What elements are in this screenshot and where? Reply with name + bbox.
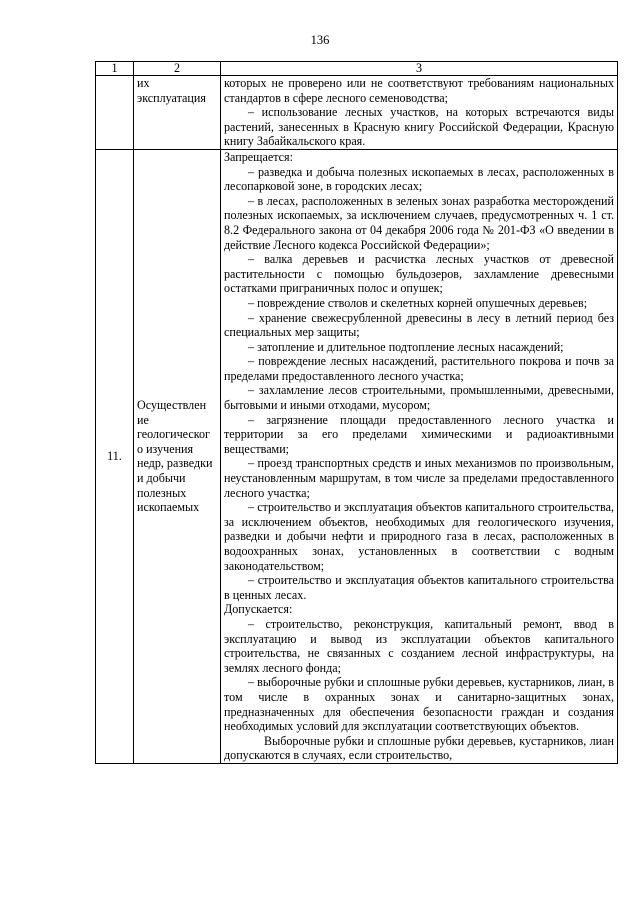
forbidden-heading: Запрещается: [224,149,293,164]
requirement-paragraph: – использование лесных участков, на которых встречаются виды растений, занесенных в Красную книгу Российской Федерации, Красную книгу Забайкальского края. [224,105,614,149]
requirements-cell [221,76,618,150]
table-row-11 [96,149,618,763]
forbidden-item: – затопление и длительное подтопление лесных насаждений; [248,339,564,354]
activity-name-cell [134,76,221,150]
allowed-item: – выборочные рубки и сплошные рубки деревьев, кустарников, лиан, в том числе в охранных зонах и санитарно-защитных зонах, предназначенных для обеспечения безопасности граждан и создания необходимых условий для эксплуатации соответствующих объектов. [224,675,614,734]
allowed-paragraph: Выборочные рубки и сплошные рубки деревьев, кустарников, лиан допускаются в случаях, если строительство, [224,733,614,763]
activity-name: их эксплуатация [137,76,206,105]
forbidden-item: – строительство и эксплуатация объектов капитального строительства, за исключением объектов, необходимых для геологического изучения, разведки и добычи нефти и природного газа в лесах, расположенных в водоохранных зонах, установленных в соответствии с водным законодательством; [224,500,614,573]
regulations-table [95,61,618,764]
table-header-row [96,62,618,76]
forbidden-item: – захламление лесов строительными, промышленными, древесными, бытовыми и иными отходами, мусором; [224,383,614,413]
activity-name: Осуществлен ие геологическог о изучения недр, разведки и добычи полезных ископаемых [137,398,213,515]
page-number: 136 [310,33,330,47]
forbidden-item: – загрязнение площади предоставленного лесного участка и территории за его пределами химическими и радиоактивными веществами; [224,412,614,456]
activity-name-cell [134,149,221,763]
forbidden-item: – строительство и эксплуатация объектов капитального строительства в ценных лесах. [224,573,614,602]
row-number-cell [96,76,134,150]
header-cell-2: 2 [134,62,221,76]
requirement-paragraph: которых не проверено или не соответствуют требованиям национальных стандартов в сфере лесного семеноводства; [224,76,614,105]
row-number-cell: 11. [96,149,134,763]
forbidden-item: – хранение свежесрубленной древесины в лесу в летний период без специальных мер защиты; [224,310,614,340]
table-row-continued [96,76,618,150]
forbidden-item: – повреждение стволов и скелетных корней опушечных деревьев; [248,295,588,310]
forbidden-item: – проезд транспортных средств и иных механизмов по произвольным, неустановленным маршрутам, в том числе за пределами предоставленного лесного участка; [224,456,614,500]
forbidden-item: – повреждение лесных насаждений, растительного покрова и почв за пределами предоставленного лесного участка; [224,354,614,383]
header-cell-3: 3 [221,62,618,76]
forbidden-item: – валка деревьев и расчистка лесных участков от древесной растительности с помощью бульдозеров, захламление древесными остатками приграничных полос и опушек; [224,252,614,296]
requirements-cell [221,149,618,763]
forbidden-item: – в лесах, расположенных в зеленых зонах разработка месторождений полезных ископаемых, за исключением случаев, предусмотренных ч. 1 ст. 8.2 Федерального закона от 04 декабря 2006 года № 201-ФЗ «О введении в действие Лесного кодекса Российской Федерации»; [224,193,614,252]
forbidden-item: – разведка и добыча полезных ископаемых в лесах, расположенных в лесопарковой зоне, в городских лесах; [224,164,614,194]
allowed-heading: Допускается: [224,602,293,617]
header-cell-1: 1 [96,62,134,76]
allowed-item: – строительство, реконструкция, капитальный ремонт, ввод в эксплуатацию и вывод из эксплуатации объектов капитального строительства, не связанных с созданием лесной инфраструктуры, на землях лесного фонда; [224,616,614,675]
